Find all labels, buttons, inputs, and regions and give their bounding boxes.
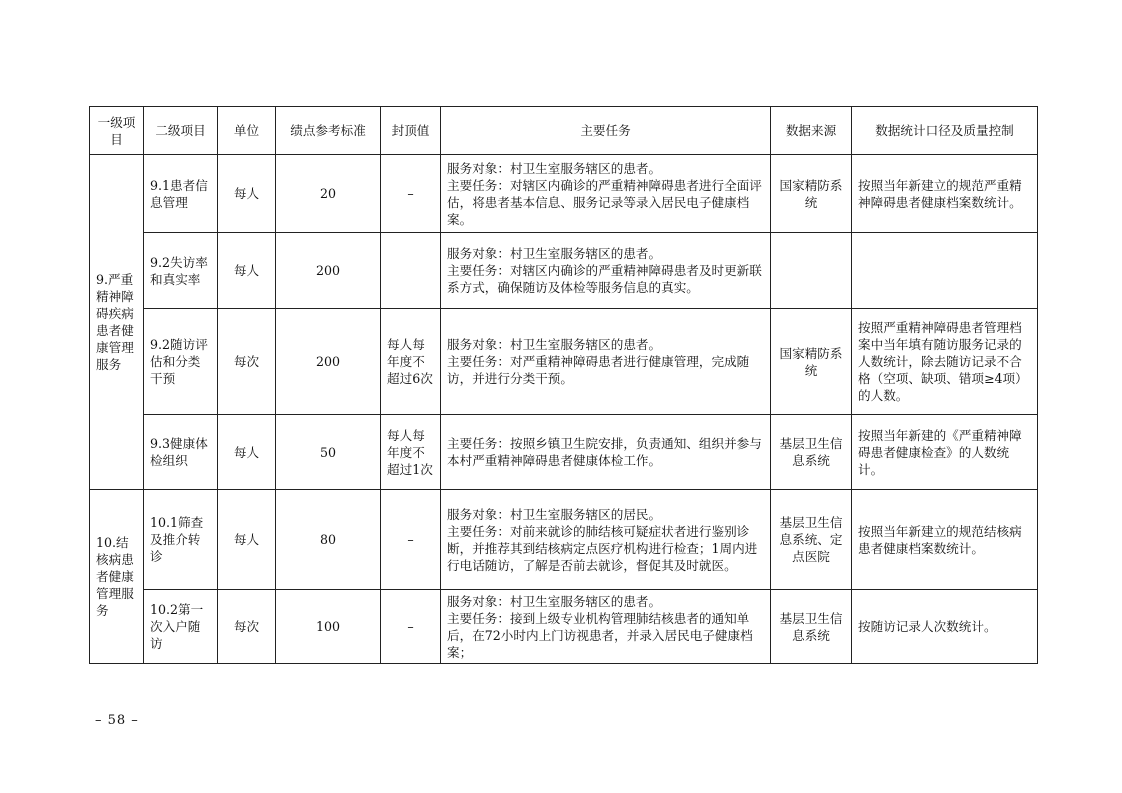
level2-cell: 10.1筛查及推介转诊 xyxy=(144,490,218,590)
source-cell: 基层卫生信息系统、定点医院 xyxy=(771,490,852,590)
header-tasks: 主要任务 xyxy=(441,107,771,155)
task-line: 主要任务：对严重精神障碍患者进行健康管理，完成随访，并进行分类干预。 xyxy=(447,354,750,386)
level2-cell: 10.2第一次入户随访 xyxy=(144,590,218,664)
task-line: 服务对象：村卫生室服务辖区的患者。 xyxy=(447,337,662,352)
standard-cell: 20 xyxy=(276,155,381,233)
header-standard: 绩点参考标准 xyxy=(276,107,381,155)
stats-cell: 按照当年新建立的规范严重精神障碍患者健康档案数统计。 xyxy=(852,155,1038,233)
header-cap: 封顶值 xyxy=(381,107,441,155)
unit-cell: 每次 xyxy=(218,590,276,664)
header-source: 数据来源 xyxy=(771,107,852,155)
tasks-cell xyxy=(441,415,771,490)
task-line: 服务对象：村卫生室服务辖区的患者。 xyxy=(447,246,662,261)
stats-cell: 按照当年新建立的规范结核病患者健康档案数统计。 xyxy=(852,490,1038,590)
standard-cell: 50 xyxy=(276,415,381,490)
source-cell: 基层卫生信息系统 xyxy=(771,590,852,664)
table-row xyxy=(90,590,1038,664)
source-cell: 基层卫生信息系统 xyxy=(771,415,852,490)
header-stats: 数据统计口径及质量控制 xyxy=(852,107,1038,155)
source-cell xyxy=(771,233,852,309)
task-line: 主要任务：按照乡镇卫生院安排，负责通知、组织并参与本村严重精神障碍患者健康体检工作。 xyxy=(447,436,762,468)
cap-cell: – xyxy=(381,155,441,233)
cap-cell xyxy=(381,233,441,309)
cap-cell: 每人每年度不超过6次 xyxy=(381,309,441,415)
stats-cell: 按照当年新建的《严重精神障碍患者健康检查》的人数统计。 xyxy=(852,415,1038,490)
level2-cell: 9.3健康体检组织 xyxy=(144,415,218,490)
standard-cell: 200 xyxy=(276,309,381,415)
page-number: – 58 – xyxy=(95,713,139,728)
level1-cell: 10.结核病患者健康管理服务 xyxy=(90,490,144,664)
standard-cell: 80 xyxy=(276,490,381,590)
task-line: 主要任务：对辖区内确诊的严重精神障碍患者及时更新联系方式，确保随访及体检等服务信息的真实。 xyxy=(447,263,762,295)
stats-cell: 按照严重精神障碍患者管理档案中当年填有随访服务记录的人数统计，除去随访记录不合格（空项、缺项、错项≥4项）的人数。 xyxy=(852,309,1038,415)
unit-cell: 每人 xyxy=(218,233,276,309)
cap-cell: – xyxy=(381,590,441,664)
tasks-cell xyxy=(441,155,771,233)
level1-cell: 9.严重精神障碍疾病患者健康管理服务 xyxy=(90,155,144,490)
unit-cell: 每人 xyxy=(218,155,276,233)
tasks-cell xyxy=(441,233,771,309)
cap-cell: 每人每年度不超过1次 xyxy=(381,415,441,490)
unit-cell: 每人 xyxy=(218,415,276,490)
stats-cell xyxy=(852,233,1038,309)
service-table xyxy=(89,106,1038,664)
header-row xyxy=(90,107,1038,155)
table-row xyxy=(90,415,1038,490)
table-row xyxy=(90,309,1038,415)
level2-cell: 9.2随访评估和分类干预 xyxy=(144,309,218,415)
standard-cell: 100 xyxy=(276,590,381,664)
table-row xyxy=(90,155,1038,233)
tasks-cell xyxy=(441,490,771,590)
task-line: 主要任务：对前来就诊的肺结核可疑症状者进行鉴别诊断，并推荐其到结核病定点医疗机构进行检查；1周内进行电话随访，了解是否前去就诊，督促其及时就医。 xyxy=(447,523,758,573)
source-cell: 国家精防系统 xyxy=(771,155,852,233)
header-unit: 单位 xyxy=(218,107,276,155)
level2-cell: 9.1患者信息管理 xyxy=(144,155,218,233)
stats-cell: 按随访记录人次数统计。 xyxy=(852,590,1038,664)
header-level1: 一级项目 xyxy=(90,107,144,155)
source-cell: 国家精防系统 xyxy=(771,309,852,415)
level2-cell: 9.2失访率和真实率 xyxy=(144,233,218,309)
task-line: 主要任务：对辖区内确诊的严重精神障碍患者进行全面评估，将患者基本信息、服务记录等录入居民电子健康档案。 xyxy=(447,177,762,227)
unit-cell: 每人 xyxy=(218,490,276,590)
task-line: 服务对象：村卫生室服务辖区的患者。 xyxy=(447,160,662,176)
task-line: 服务对象：村卫生室服务辖区的居民。 xyxy=(447,506,662,522)
standard-cell: 200 xyxy=(276,233,381,309)
task-line: 服务对象：村卫生室服务辖区的患者。 xyxy=(447,593,662,609)
task-line: 主要任务：接到上级专业机构管理肺结核患者的通知单后，在72小时内上门访视患者，并录入居民电子健康档案； xyxy=(447,610,753,660)
unit-cell: 每次 xyxy=(218,309,276,415)
tasks-cell xyxy=(441,309,771,415)
cap-cell: – xyxy=(381,490,441,590)
header-level2: 二级项目 xyxy=(144,107,218,155)
table-row xyxy=(90,490,1038,590)
table-row xyxy=(90,233,1038,309)
tasks-cell xyxy=(441,590,771,664)
